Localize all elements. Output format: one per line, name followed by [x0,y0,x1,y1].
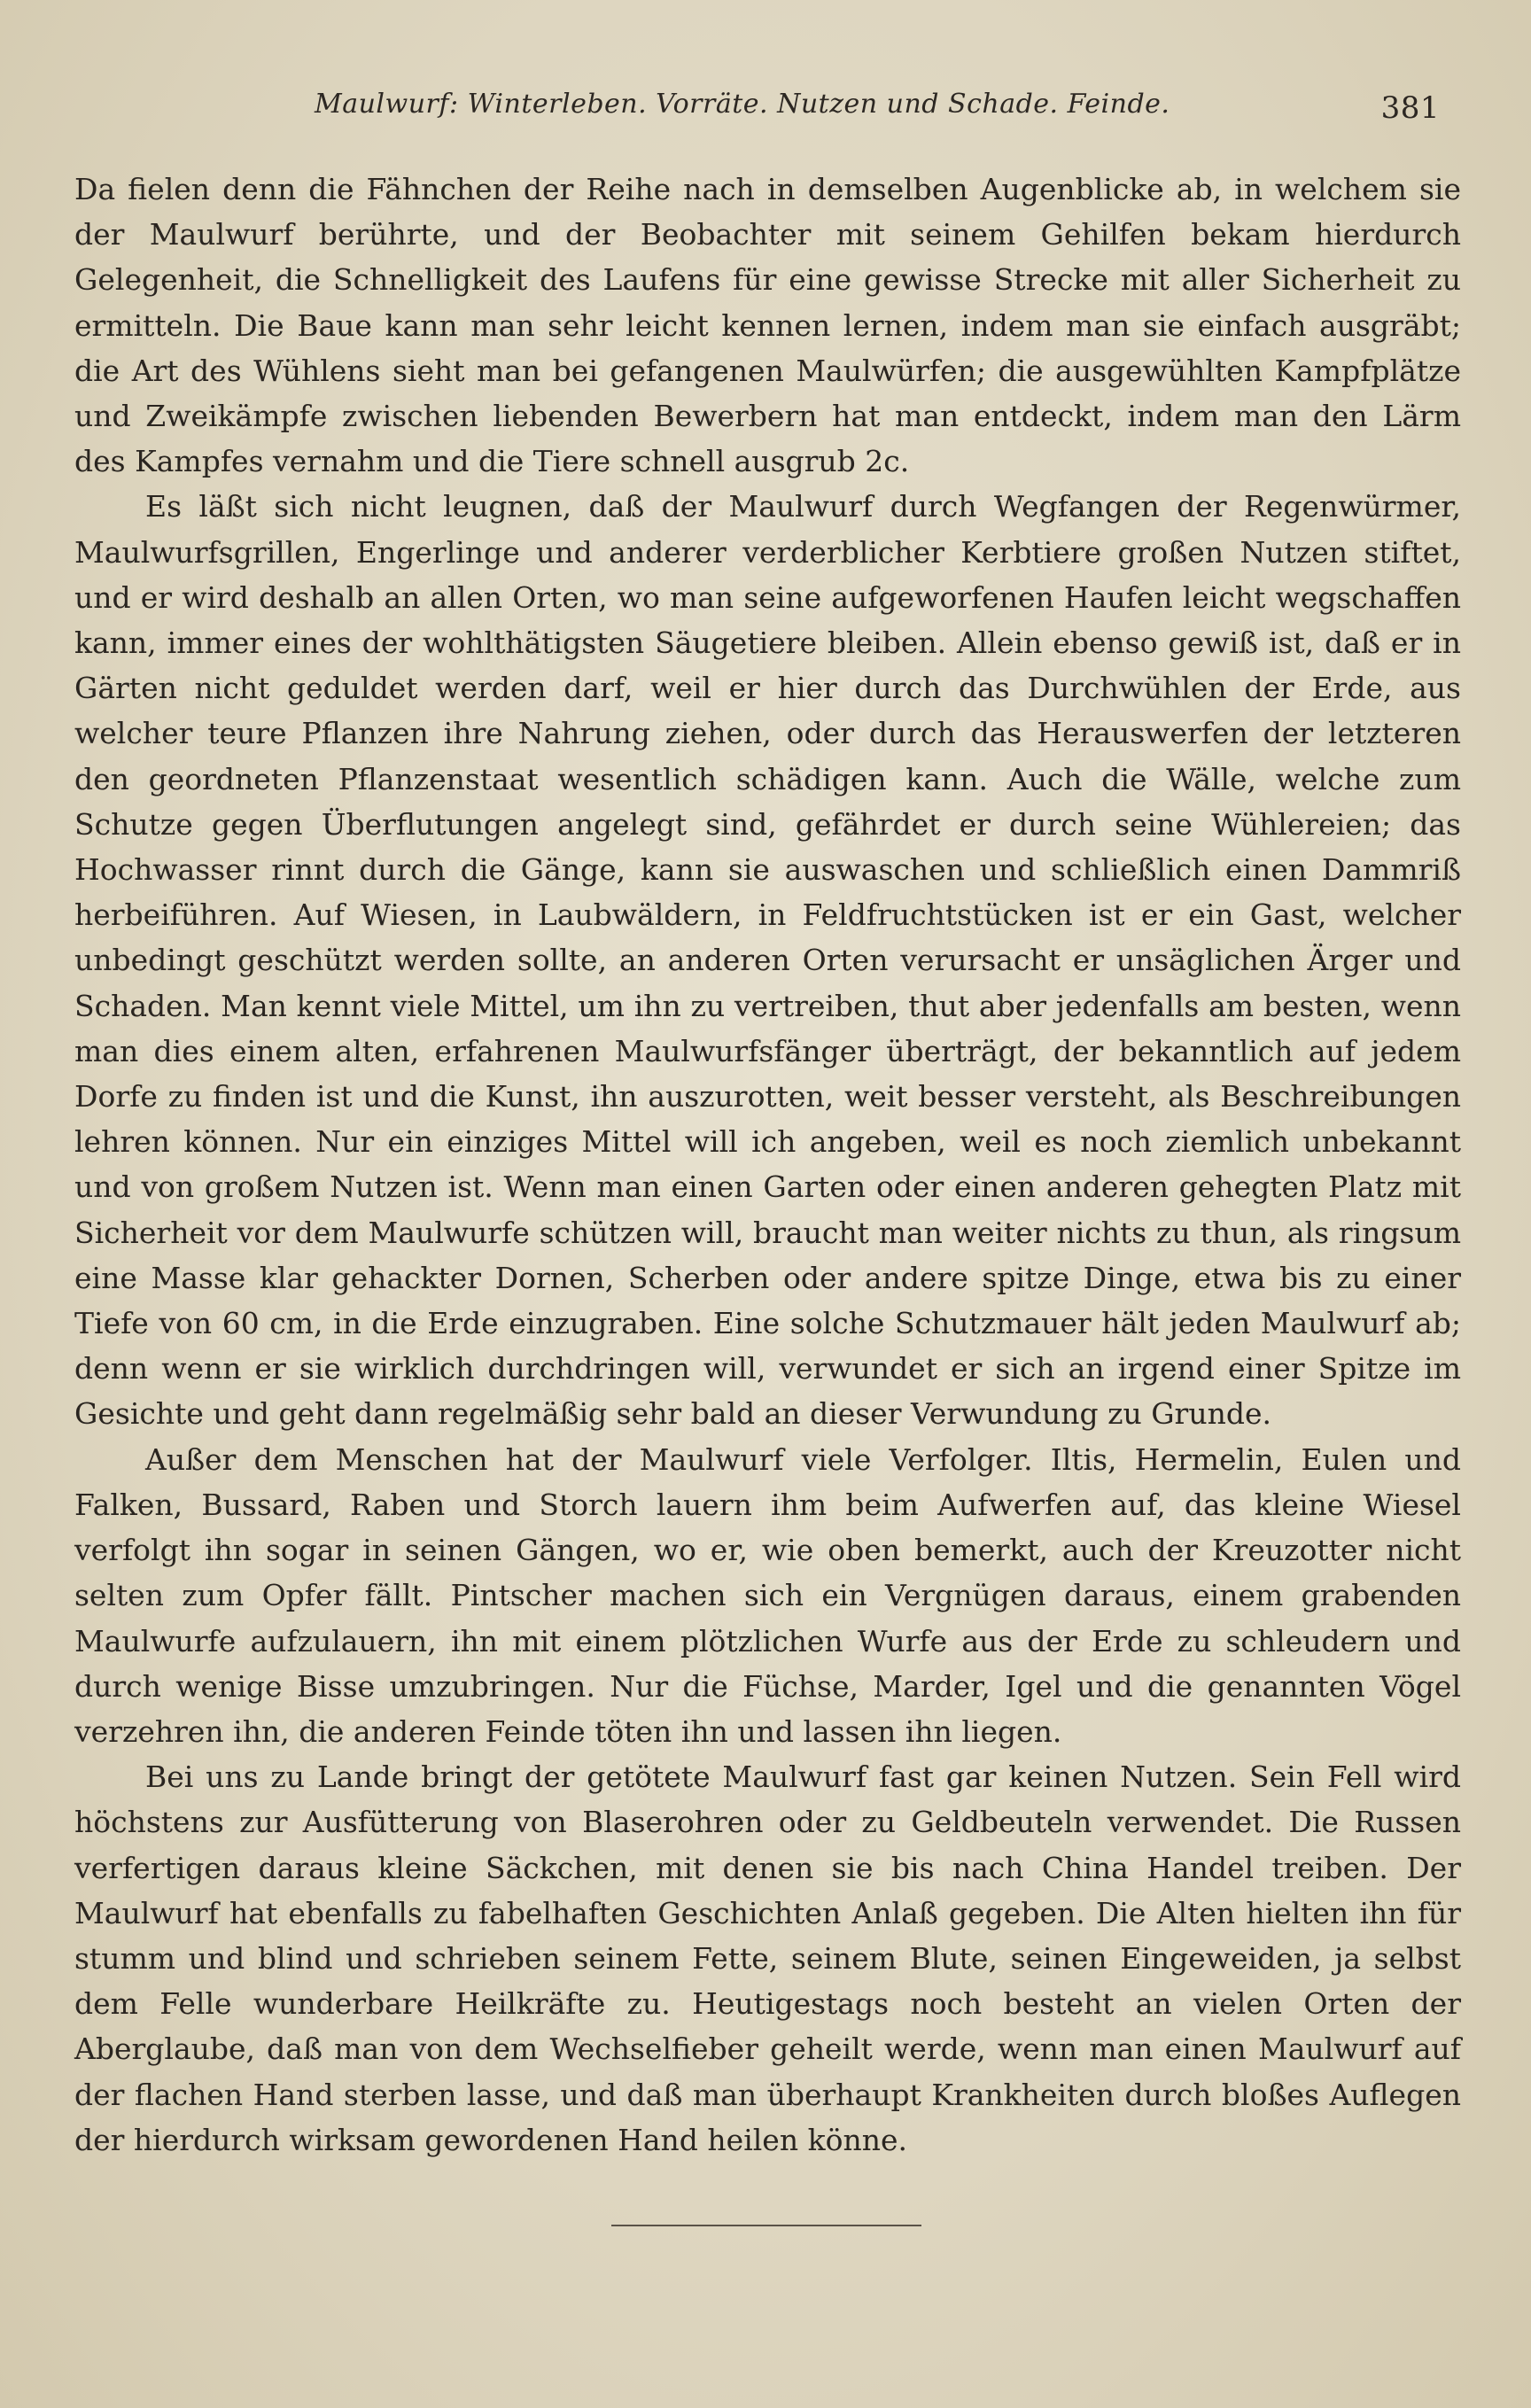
page-header [315,89,1440,133]
body-text [74,167,1461,2163]
running-title: Maulwurf: Winterleben. Vorräte. Nutzen und Schade. Feinde. [315,89,1170,120]
section-end-rule [611,2225,921,2226]
paragraph-2: Es läßt sich nicht leugnen, daß der Maulwurf durch Wegfangen der Regenwürmer, Maulwurfsgrillen, Engerlinge und anderer verderblicher Kerbtiere großen Nutzen stiftet, und er wird deshalb an allen Orten, wo man seine aufgeworfenen Haufen leicht wegschaffen kann, immer eines der wohlthätigsten Säugetiere bleiben. Allein ebenso gewiß ist, daß er in Gärten nicht geduldet werden darf, weil er hier durch das Durchwühlen der Erde, aus welcher teure Pflanzen ihre Nahrung ziehen, oder durch das Herauswerfen der letzteren den geordneten Pflanzenstaat wesentlich schädigen kann. Auch die Wälle, welche zum Schutze gegen Überflutungen angelegt sind, gefährdet er durch seine Wühlereien; das Hochwasser rinnt durch die Gänge, kann sie auswaschen und schließlich einen Dammriß herbeiführen. Auf Wiesen, in Laubwäldern, in Feldfruchtstücken ist er ein Gast, welcher unbedingt geschützt werden sollte, an anderen Orten verursacht er unsäglichen Ärger und Schaden. Man kennt viele Mittel, um ihn zu vertreiben, thut aber jedenfalls am besten, wenn man dies einem alten, erfahrenen Maulwurfsfänger überträgt, der bekanntlich auf jedem Dorfe zu finden ist und die Kunst, ihn auszurotten, weit besser versteht, als Beschreibungen lehren können. Nur ein einziges Mittel will ich angeben, weil es noch ziemlich unbekannt und von großem Nutzen ist. Wenn man einen Garten oder einen anderen gehegten Platz mit Sicherheit vor dem Maulwurfe schützen will, braucht man weiter nichts zu thun, als ringsum eine Masse klar gehackter Dornen, Scherben oder andere spitze Dinge, etwa bis zu einer Tiefe von 60 cm, in die Erde einzugraben. Eine solche Schutzmauer hält jeden Maulwurf ab; denn wenn er sie wirklich durchdringen will, verwundet er sich an irgend einer Spitze im Gesichte und geht dann regelmäßig sehr bald an dieser Verwundung zu Grunde. [74,489,1461,1432]
page-number: 381 [1380,90,1440,126]
paragraph-1: Da fielen denn die Fähnchen der Reihe nach in demselben Augenblicke ab, in welchem sie der Maulwurf berührte, und der Beobachter mit seinem Gehilfen bekam hierdurch Gelegenheit, die Schnelligkeit des Laufens für eine gewisse Strecke mit aller Sicherheit zu ermitteln. Die Baue kann man sehr leicht kennen lernen, indem man sie einfach ausgräbt; die Art des Wühlens sieht man bei gefangenen Maulwürfen; die ausgewühlten Kampfplätze und Zweikämpfe zwischen liebenden Bewerbern hat man entdeckt, indem man den Lärm des Kampfes vernahm und die Tiere schnell ausgrub 2c. [74,172,1461,479]
paragraph-4: Bei uns zu Lande bringt der getötete Maulwurf fast gar keinen Nutzen. Sein Fell wird höchstens zur Ausfütterung von Blaserohren oder zu Geldbeuteln verwendet. Die Russen verfertigen daraus kleine Säckchen, mit denen sie bis nach China Handel treiben. Der Maulwurf hat ebenfalls zu fabelhaften Geschichten Anlaß gegeben. Die Alten hielten ihn für stumm und blind und schrieben seinem Fette, seinem Blute, seinen Eingeweiden, ja selbst dem Felle wunderbare Heilkräfte zu. Heutigestags noch besteht an vielen Orten der Aberglaube, daß man von dem Wechselfieber geheilt werde, wenn man einen Maulwurf auf der flachen Hand sterben lasse, und daß man überhaupt Krankheiten durch bloßes Auflegen der hierdurch wirksam gewordenen Hand heilen könne. [74,1759,1461,2157]
paragraph-3: Außer dem Menschen hat der Maulwurf viele Verfolger. Iltis, Hermelin, Eulen und Falken, Bussard, Raben und Storch lauern ihm beim Aufwerfen auf, das kleine Wiesel verfolgt ihn sogar in seinen Gängen, wo er, wie oben bemerkt, auch der Kreuzotter nicht selten zum Opfer fällt. Pintscher machen sich ein Vergnügen daraus, einem grabenden Maulwurfe aufzulauern, ihn mit einem plötzlichen Wurfe aus der Erde zu schleudern und durch wenige Bisse umzubringen. Nur die Füchse, Marder, Igel und die genannten Vögel verzehren ihn, die anderen Feinde töten ihn und lassen ihn liegen. [74,1441,1461,1749]
